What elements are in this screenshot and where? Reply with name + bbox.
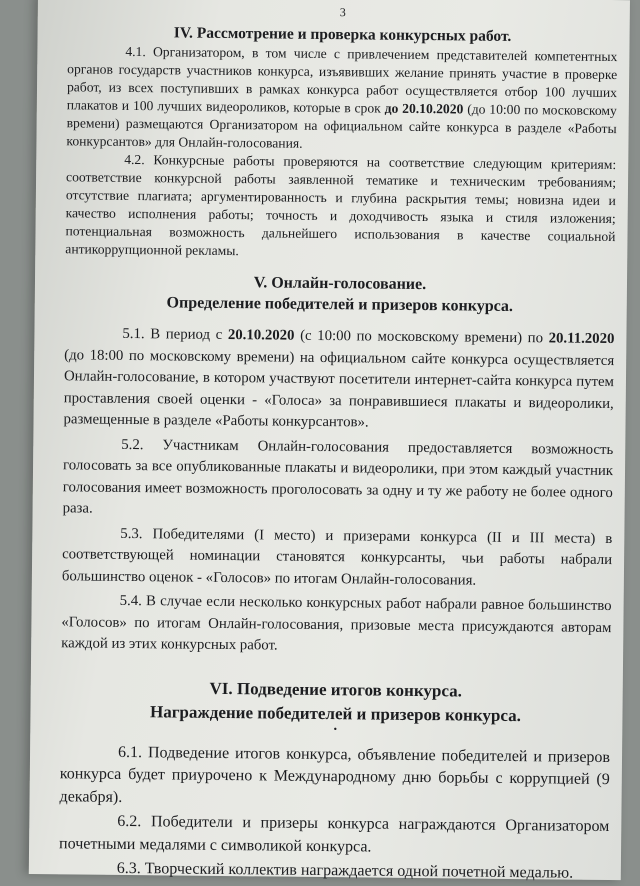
section-5-title: V. Онлайн-голосование.	[253, 274, 427, 294]
section-6	[59, 675, 611, 886]
document-content	[59, 0, 618, 886]
paragraph-6-1: 6.1. Подведение итогов конкурса, объявление победителей и призеров конкурса будет приурочено к Международному дню борьбы с коррупцией (9 декабря).	[59, 743, 611, 806]
section-6-title: VI. Подведение итогов конкурса.	[209, 678, 463, 700]
paragraph-6-3: 6.3. Творческий коллектив награждается одной почетной медалью.	[116, 859, 574, 882]
section-5-subtitle: Определение победителей и призеров конкурса.	[166, 294, 514, 315]
section-4	[65, 21, 617, 264]
page-number: 3	[339, 5, 346, 20]
paragraph-5-1: 5.1. В период с 20.10.2020 (с 10:00 по московскому времени) по 20.11.2020 (до 18:00 по московскому времени) на официальном сайте конкурса осуществляется Онлайн-голосование, в котором участвуют посетители интернет-сайта конкурса путем проставления своей оценки - «Голоса» за понравившиеся плакаты и видеоролики, размещенные в разделе «Работы конкурсантов».	[63, 325, 615, 431]
section-4-title: IV. Рассмотрение и проверка конкурсных работ.	[173, 24, 512, 45]
paragraph-5-2: 5.2. Участникам Онлайн-голосования предоставляется возможность голосовать за все опубликованные плакаты и видеоролики, при этом каждый участник голосования имеет возможность проголосовать за одну и ту же работу не более одного раза.	[62, 436, 614, 517]
paragraph-4-2: 4.2. Конкурсные работы проверяются на соответствие следующим критериям: соответствие конкурсной работы заявленной тематике и техническим требованиям; отсутствие плагиата; аргументированность и глубина раскрытия темы; новизна идеи и качество исполнения работы; точность и доходчивость языка и стиля изложения; потенциальная возможность дальнейшего использования в качестве социальной антикоррупционной рекламы.	[65, 151, 617, 259]
paragraph-6-2: 6.2. Победители и призеры конкурса награждаются Организатором почетными медалями с символикой конкурса.	[59, 812, 610, 856]
stray-dot: •	[333, 723, 338, 735]
section-6-subtitle: Награждение победителей и призеров конкурса.	[149, 701, 522, 725]
document-page	[29, 0, 630, 880]
paragraph-5-3: 5.3. Победителями (I место) и призерами конкурса (II и III места) в соответствующей номинации становятся конкурсанты, чьи работы набрали большинство оценок - «Голосов» по итогам Онлайн-голосования.	[61, 525, 613, 589]
paragraph-4-1: 4.1. Организатором, в том числе с привлечением представителей компетентных органов государств участников конкурса, изъявивших желание принять участие в проверке работ, из всех поступивших в рамках конкурса работ осуществляется отбор 100 лучших плакатов и 100 лучших видеороликов, которые в срок до 20.10.2020 (до 10:00 по московскому времени) размещаются Организатором на официальном сайте конкурса в разделе «Работы конкурсантов» для Онлайн-голосования.	[66, 43, 618, 151]
paragraph-5-4: 5.4. В случае если несколько конкурсных работ набрали равное большинство «Голосов» по итогам Онлайн-голосования, призовые места присуждаются авторам каждой из этих конкурсных работ.	[61, 592, 612, 654]
section-5	[61, 270, 615, 660]
